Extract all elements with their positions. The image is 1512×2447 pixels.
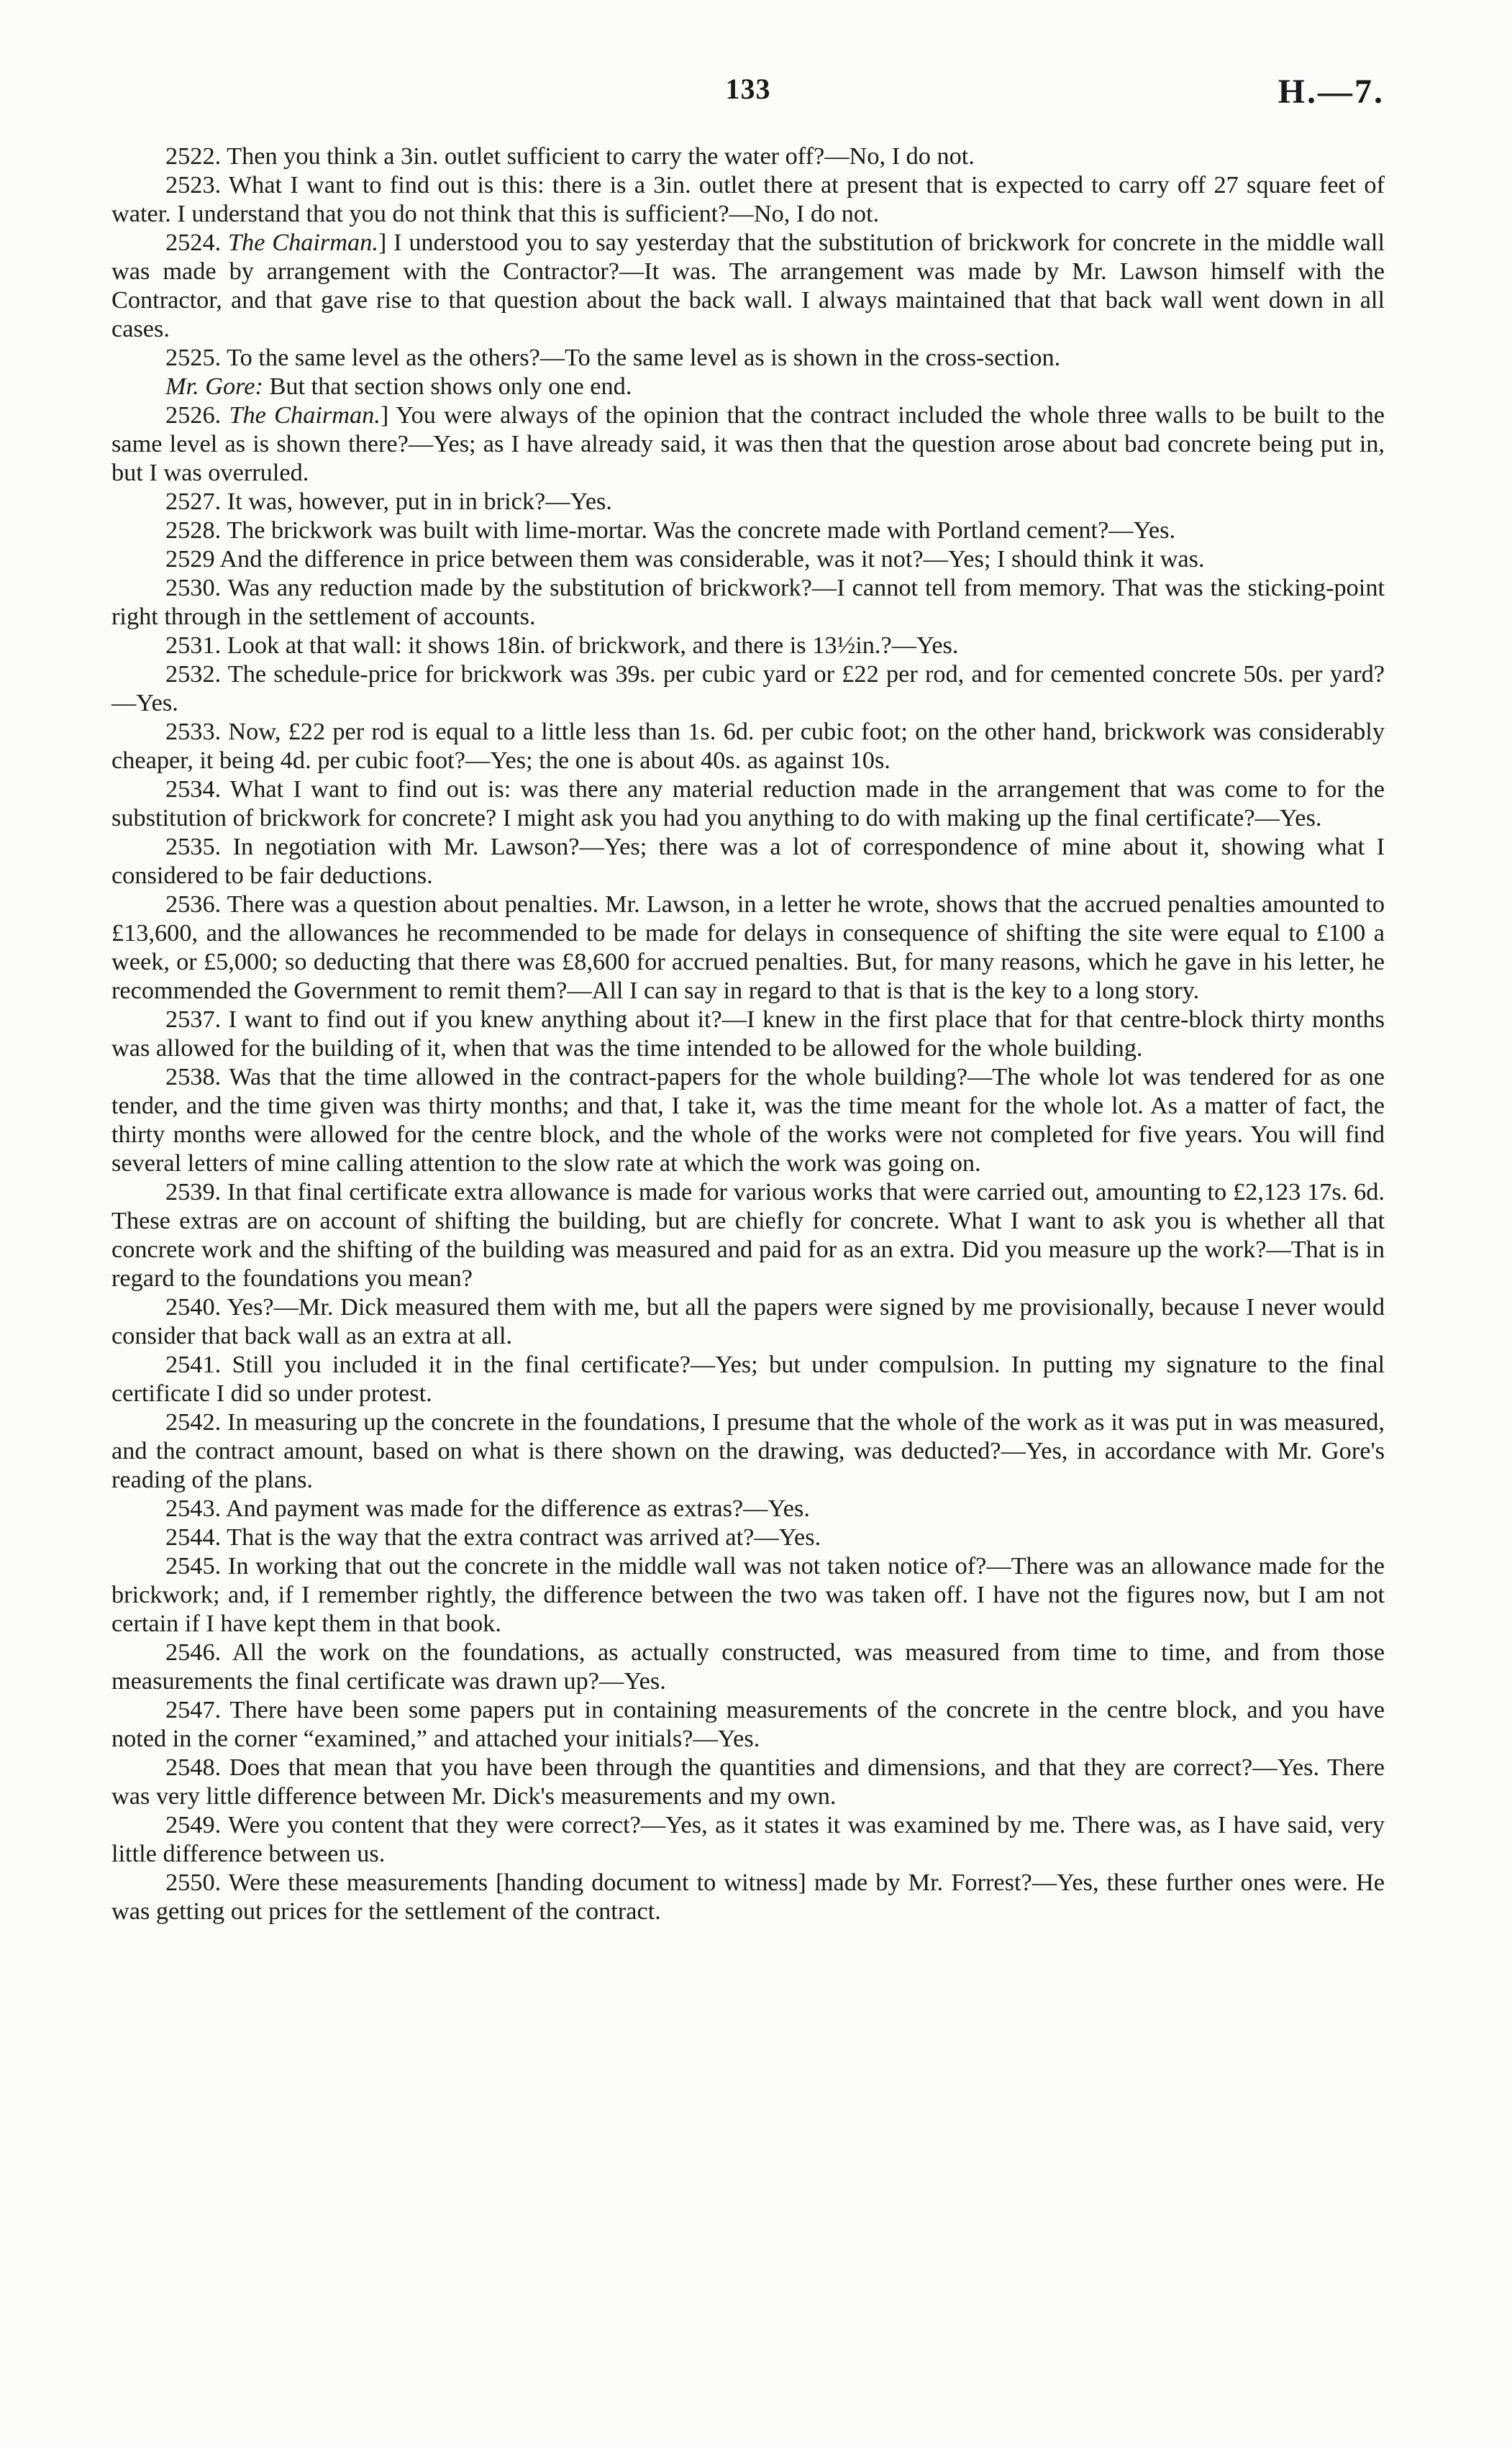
paragraph-text: ] You were always of the opinion that the contract included the whole three walls to be built to the same level as is shown there?—Yes; as I have already said, it was then that the question arose about bad concrete being put in, but I was overruled. bbox=[111, 401, 1385, 486]
paragraph-2525: 2525. To the same level as the others?—To the same level as is shown in the cross-section. bbox=[165, 344, 1061, 371]
paragraph-2537: 2537. I want to find out if you knew anything about it?—I knew in the first place that for that centre-block thirty months was allowed for the building of it, when that was the time intended to be allowed for the whole building. bbox=[111, 1006, 1385, 1062]
paragraph-2546: 2546. All the work on the foundations, as actually constructed, was measured from time to time, and from those measurements the final certificate was drawn up?—Yes. bbox=[111, 1639, 1385, 1695]
paragraph-2550: 2550. Were these measurements [handing document to witness] made by Mr. Forrest?—Yes, these further ones were. He was getting out prices for the settlement of the contract. bbox=[111, 1869, 1385, 1925]
paragraph-2544: 2544. That is the way that the extra contract was arrived at?—Yes. bbox=[165, 1523, 821, 1551]
paragraph-2538: 2538. Was that the time allowed in the contract-papers for the whole building?—The whole lot was tendered for as one tender, and the time given was thirty months; and that, I take it, was the time meant for the whole lot. As a matter of fact, the thirty months were allowed for the centre block, and the whole of the works were not completed for five years. You will find several letters of mine calling attention to the slow rate at which the work was going on. bbox=[111, 1063, 1385, 1177]
speaker-label: The Chairman. bbox=[229, 401, 381, 429]
paragraph-2535: 2535. In negotiation with Mr. Lawson?—Yes; there was a lot of correspondence of mine about it, showing what I considered to be fair deductions. bbox=[111, 833, 1385, 889]
paragraph-2522: 2522. Then you think a 3in. outlet sufficient to carry the water off?—No, I do not. bbox=[165, 142, 975, 170]
paragraph-2534: 2534. What I want to find out is: was there any material reduction made in the arrangement that was come to for the substitution of brickwork for concrete? I might ask you had you anything to do with making up the final certificate?—Yes. bbox=[111, 775, 1385, 831]
paragraph-2527: 2527. It was, however, put in in brick?—Yes. bbox=[165, 488, 612, 515]
paragraph-2549: 2549. Were you content that they were correct?—Yes, as it states it was examined by me. There was, as I have said, very little difference between us. bbox=[111, 1811, 1385, 1867]
paragraph-2540: 2540. Yes?—Mr. Dick measured them with me, but all the papers were signed by me provisionally, because I never would consider that back wall as an extra at all. bbox=[111, 1293, 1385, 1349]
paragraph-2529: 2529 And the difference in price between them was considerable, was it not?—Yes; I should think it was. bbox=[165, 545, 1205, 573]
paragraph-text: But that section shows only one end. bbox=[263, 373, 632, 400]
paper-reference: H.—7. bbox=[1278, 73, 1385, 111]
paragraph-2524 bbox=[111, 228, 1385, 343]
paragraph-2526 bbox=[111, 401, 1385, 487]
paragraph-2539: 2539. In that final certificate extra allowance is made for various works that were carried out, amounting to £2,123 17s. 6d. These extras are on account of shifting the building, but are chiefly for concrete. What I want to ask you is whether all that concrete work and the shifting of the building was measured and paid for as an extra. Did you measure up the work?—That is in regard to the foundations you mean? bbox=[111, 1178, 1385, 1292]
question-number: 2524. bbox=[165, 229, 228, 256]
paragraph-2541: 2541. Still you included it in the final certificate?—Yes; but under compulsion. In putting my signature to the final certificate I did so under protest. bbox=[111, 1351, 1385, 1407]
paragraph-2542: 2542. In measuring up the concrete in the foundations, I presume that the whole of the work as it was put in was measured, and the contract amount, based on what is there shown on the drawing, was deducted?—Yes, in accordance with Mr. Gore's reading of the plans. bbox=[111, 1408, 1385, 1493]
paragraph-2531: 2531. Look at that wall: it shows 18in. of brickwork, and there is 13½in.?—Yes. bbox=[165, 632, 959, 659]
paragraph-text: ] I understood you to say yesterday that the substitution of brickwork for concrete in the middle wall was made by arrangement with the Contractor?—It was. The arrangement was made by Mr. Lawson himself with the Contractor, and that gave rise to that question about the back wall. I always maintained that that back wall went down in all cases. bbox=[111, 229, 1385, 342]
paragraph-2530: 2530. Was any reduction made by the substitution of brickwork?—I cannot tell from memory. That was the sticking-point right through in the settlement of accounts. bbox=[111, 574, 1385, 630]
paragraph-2528: 2528. The brickwork was built with lime-mortar. Was the concrete made with Portland cement?—Yes. bbox=[165, 516, 1176, 544]
transcript-body bbox=[111, 142, 1385, 1926]
question-number: 2526. bbox=[165, 401, 229, 429]
paragraph-2543: 2543. And payment was made for the difference as extras?—Yes. bbox=[165, 1495, 810, 1522]
paragraph-2533: 2533. Now, £22 per rod is equal to a little less than 1s. 6d. per cubic foot; on the other hand, brickwork was considerably cheaper, it being 4d. per cubic foot?—Yes; the one is about 40s. as against 10s. bbox=[111, 718, 1385, 774]
paragraph-gore-remark bbox=[111, 372, 1385, 401]
paragraph-2547: 2547. There have been some papers put in containing measurements of the concrete in the centre block, and you have noted in the corner “examined,” and attached your initials?—Yes. bbox=[111, 1696, 1385, 1752]
paragraph-2548: 2548. Does that mean that you have been through the quantities and dimensions, and that they are correct?—Yes. There was very little difference between Mr. Dick's measurements and my own. bbox=[111, 1754, 1385, 1810]
paragraph-2536: 2536. There was a question about penalties. Mr. Lawson, in a letter he wrote, shows that the accrued penalties amounted to £13,600, and the allowances he recommended to be made for delays in consequence of shifting the site were equal to £100 a week, or £5,000; so deducting that there was £8,600 for accrued penalties. But, for many reasons, which he gave in his letter, he recommended the Government to remit them?—All I can say in regard to that is that is the key to a long story. bbox=[111, 890, 1385, 1004]
paragraph-2523: 2523. What I want to find out is this: there is a 3in. outlet there at present that is expected to carry off 27 square feet of water. I understand that you do not think that this is sufficient?—No, I do not. bbox=[111, 171, 1385, 227]
page-header bbox=[111, 72, 1385, 122]
speaker-label: Mr. Gore: bbox=[165, 373, 263, 400]
paragraph-2545: 2545. In working that out the concrete in the middle wall was not taken notice of?—There was an allowance made for the brickwork; and, if I remember rightly, the difference between the two was taken off. I have not the figures now, but I am not certain if I have kept them in that book. bbox=[111, 1552, 1385, 1637]
page-number: 133 bbox=[725, 73, 771, 105]
paragraph-2532: 2532. The schedule-price for brickwork was 39s. per cubic yard or £22 per rod, and for cemented concrete 50s. per yard?—Yes. bbox=[111, 660, 1385, 716]
speaker-label: The Chairman. bbox=[227, 229, 378, 256]
